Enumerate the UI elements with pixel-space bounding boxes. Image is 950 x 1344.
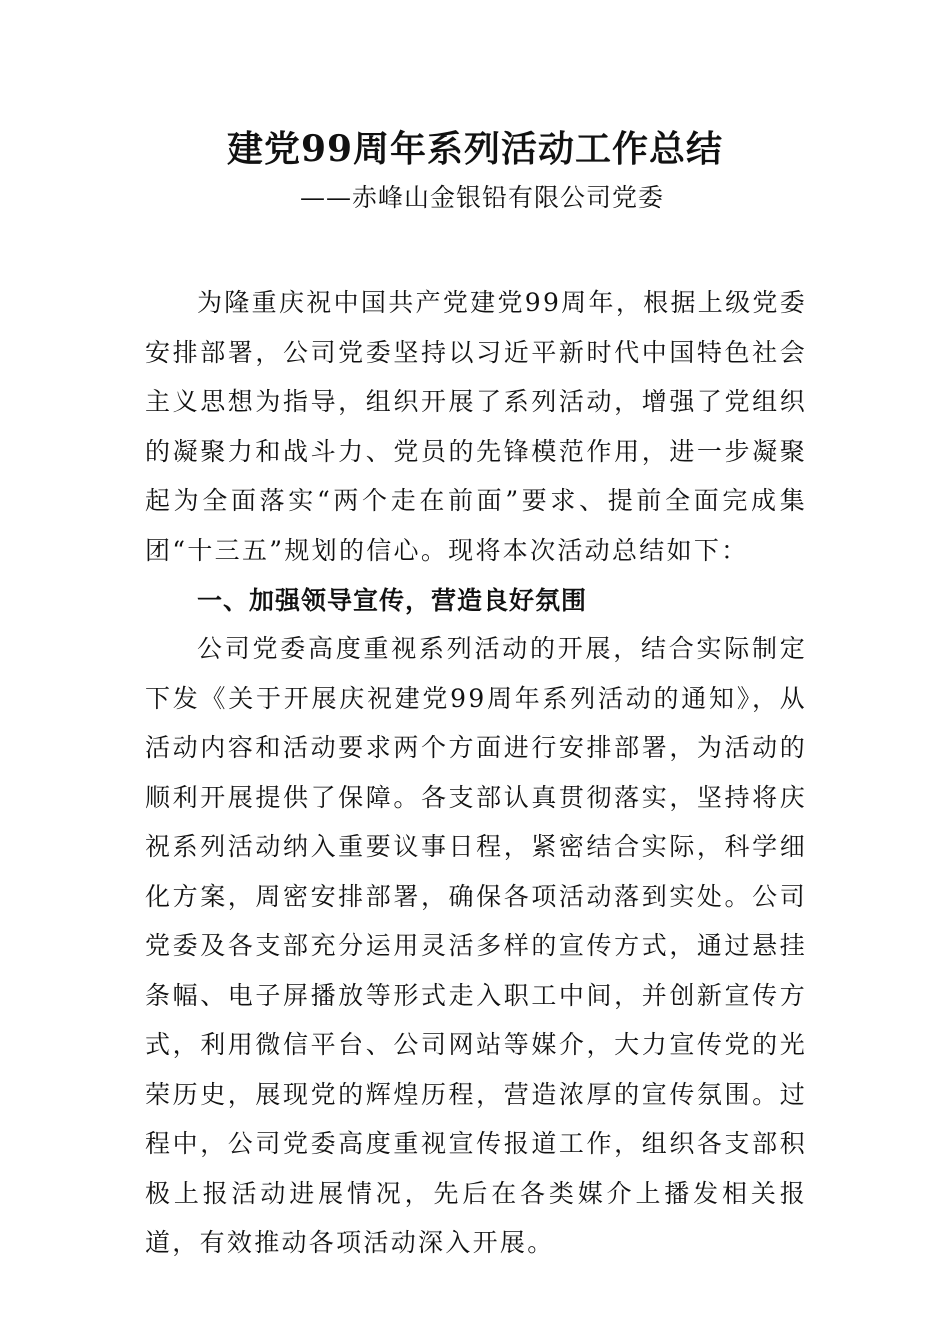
paragraph-intro: 为隆重庆祝中国共产党建党99周年，根据上级党委安排部署，公司党委坚持以习近平新时代中国特色社会主义思想为指导，组织开展了系列活动，增强了党组织的凝聚力和战斗力、党员的先锋模范作用，进一步凝聚起为全面落实“两个走在前面”要求、提前全面完成集团“十三五”规划的信心。现将本次活动总结如下： bbox=[145, 288, 807, 565]
section-heading-1: 一、加强领导宣传，营造良好氛围 bbox=[197, 586, 588, 615]
paragraph-section-1: 公司党委高度重视系列活动的开展，结合实际制定下发《关于开展庆祝建党99周年系列活动的通知》，从活动内容和活动要求两个方面进行安排部署，为活动的顺利开展提供了保障。各支部认真贯彻落实，坚持将庆祝系列活动纳入重要议事日程，紧密结合实际，科学细化方案，周密安排部署，确保各项活动落到实处。公司党委及各支部充分运用灵活多样的宣传方式，通过悬挂条幅、电子屏播放等形式走入职工中间，并创新宣传方式，利用微信平台、公司网站等媒介，大力宣传党的光荣历史，展现党的辉煌历程，营造浓厚的宣传氛围。过程中，公司党委高度重视宣传报道工作，组织各支部积极上报活动进展情况，先后在各类媒介上播发相关报道，有效推动各项活动深入开展。 bbox=[145, 634, 807, 1257]
document-subtitle: ——赤峰山金银铅有限公司党委 bbox=[300, 183, 665, 212]
document-title: 建党99周年系列活动工作总结 bbox=[226, 128, 724, 170]
